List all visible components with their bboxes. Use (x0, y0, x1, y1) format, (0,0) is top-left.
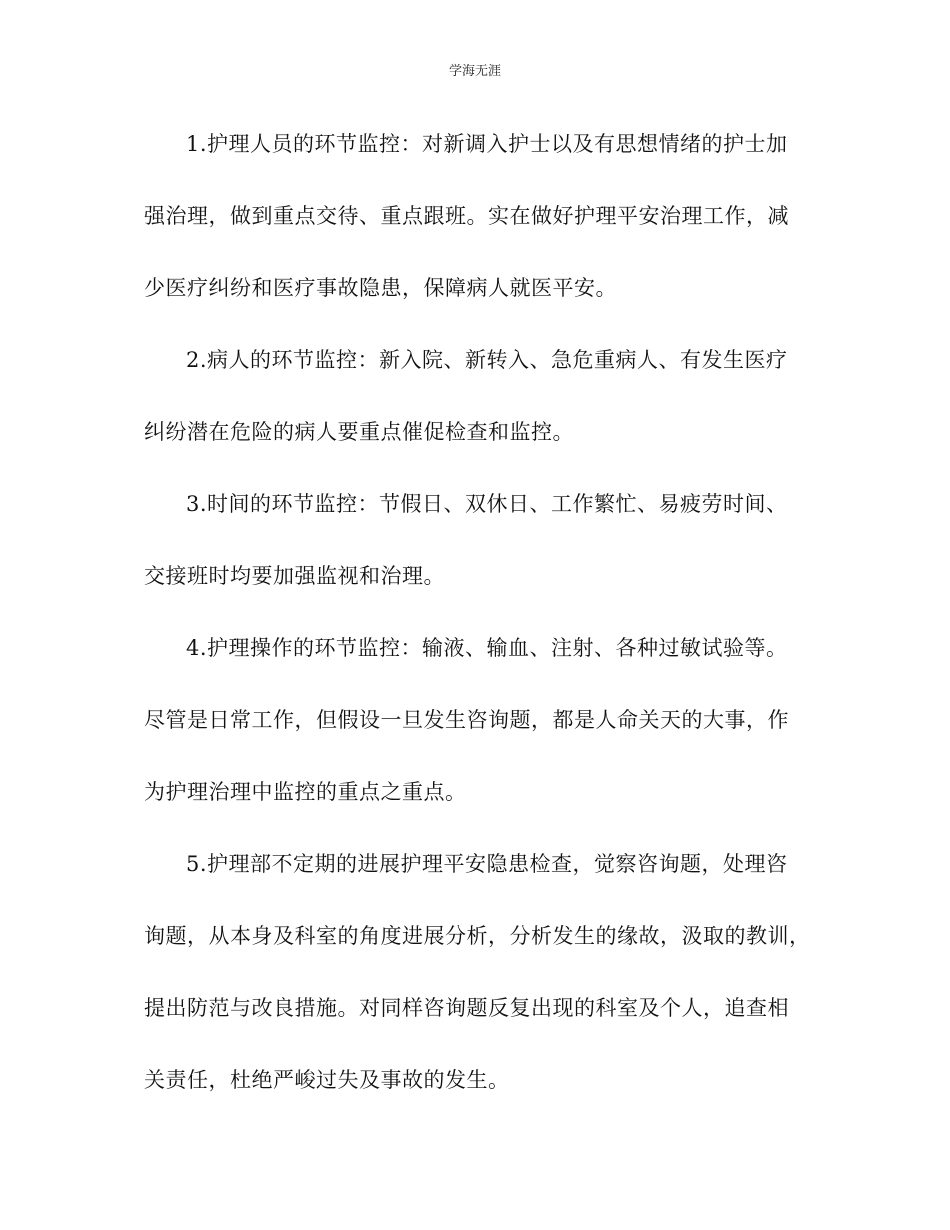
paragraph-3-line-2: 交接班时均要加强监视和治理。 (144, 564, 445, 588)
paragraph-1-line-3: 少医疗纠纷和医疗事故隐患，保障病人就医平安。 (144, 276, 617, 300)
paragraph-5-line-4: 关责任，杜绝严峻过失及事故的发生。 (144, 1068, 510, 1092)
paragraph-4-line-3: 为护理治理中监控的重点之重点。 (144, 780, 467, 804)
document-body (144, 118, 834, 1126)
paragraph-2-line-2: 纠纷潜在危险的病人要重点催促检查和监控。 (144, 420, 574, 444)
paragraph-1-line-1: 1.护理人员的环节监控：对新调入护士以及有思想情绪的护士加 (186, 132, 788, 156)
paragraph-5-line-3: 提出防范与改良措施。对同样咨询题反复出现的科室及个人，追查相 (144, 996, 789, 1020)
paragraph-1-line-2: 强治理，做到重点交待、重点跟班。实在做好护理平安治理工作，减 (144, 204, 789, 228)
paragraph-5-line-2: 询题，从本身及科室的角度进展分析，分析发生的缘故，汲取的教训， (144, 924, 811, 948)
page-header: 学海无涯 (448, 64, 501, 79)
paragraph-2-line-1: 2.病人的环节监控：新入院、新转入、急危重病人、有发生医疗 (186, 348, 788, 372)
paragraph-4-line-2: 尽管是日常工作，但假设一旦发生咨询题，都是人命关天的大事，作 (144, 708, 789, 732)
paragraph-3-line-1: 3.时间的环节监控：节假日、双休日、工作繁忙、易疲劳时间、 (186, 492, 788, 516)
paragraph-4-line-1: 4.护理操作的环节监控：输液、输血、注射、各种过敏试验等。 (186, 636, 788, 660)
paragraph-5-line-1: 5.护理部不定期的进展护理平安隐患检查，觉察咨询题，处理咨 (186, 852, 788, 876)
